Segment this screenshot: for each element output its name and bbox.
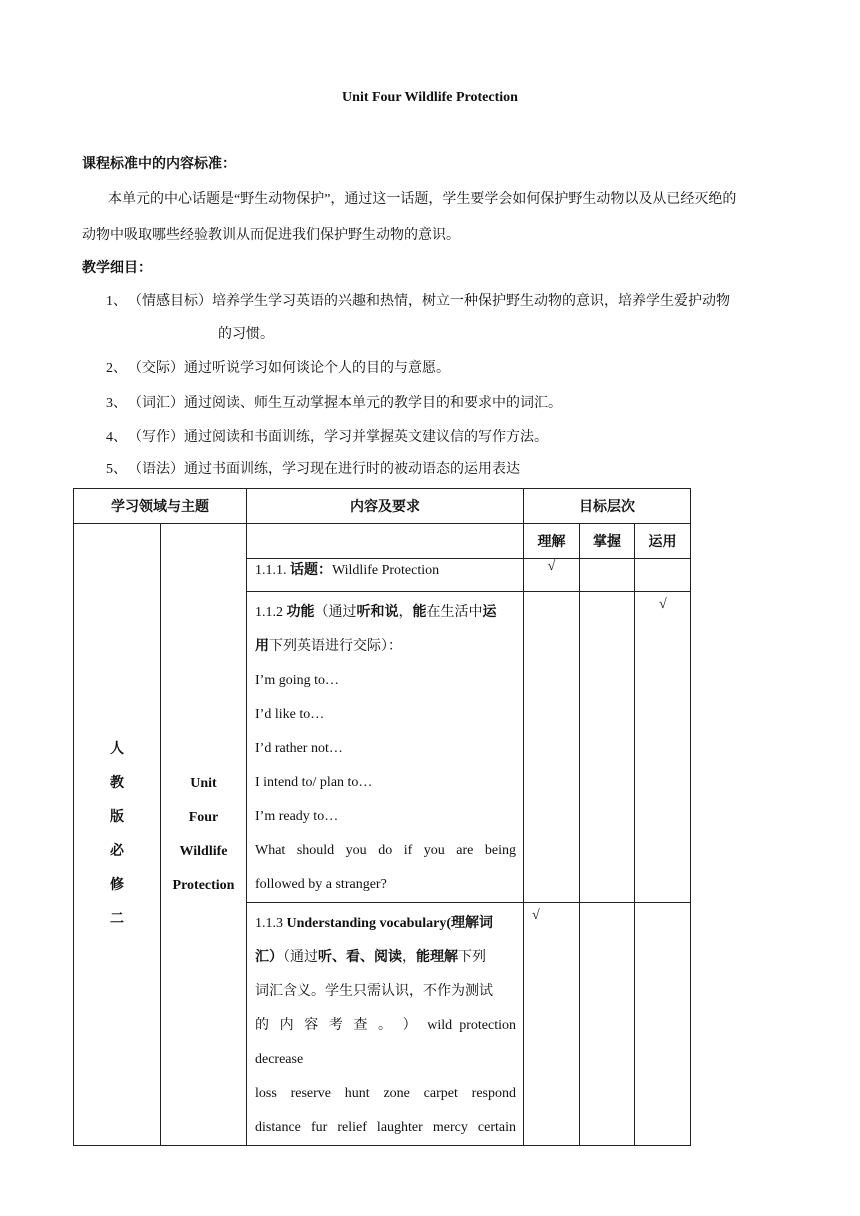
phrase: I’d like to… <box>255 707 325 722</box>
item-text: （词汇）通过阅读、师生互动掌握本单元的教学目的和要求中的词汇。 <box>128 396 562 411</box>
item-number: 3、 <box>106 396 127 411</box>
question-line1: What should you do if you are being <box>255 843 516 858</box>
document-title: Unit Four Wildlife Protection <box>342 90 518 105</box>
phrase: I’m going to… <box>255 673 339 688</box>
domain-cell: 人 教 版 必 修 二 <box>74 524 161 1146</box>
item-number: 2、 <box>106 361 127 376</box>
unit-cell: Unit Four Wildlife Protection <box>161 524 247 1146</box>
list-item <box>106 460 520 480</box>
item-text: （情感目标）培养学生学习英语的兴趣和热情，树立一种保护野生动物的意识，培养学生爱护动物 <box>128 294 730 309</box>
function-cell: 1.1.2 功能（通过听和说，能在生活中运 用下列英语进行交际）： I’m going to… I’d like to… I’d rather not… I intend to/ plan to… I’m ready to… What should you do if you are being followed by a stranger? <box>247 592 524 903</box>
header-domain: 学习领域与主题 <box>74 489 247 524</box>
empty-cell <box>524 592 580 903</box>
item-number: 4、 <box>106 430 127 445</box>
item-number: 1、 <box>106 294 127 309</box>
question-line2: followed by a stranger? <box>255 877 387 892</box>
empty-cell <box>580 592 635 903</box>
vocabulary-cell: 1.1.3 Understanding vocabulary(理解词 汇）（通过听、看、阅读，能理解下列 词汇含义。学生只需认识，不作为测试 的 内 容 考 查 。 ） wild protection decrease loss reserve hunt zone carpet respond distance fur relief laughter mercy certain <box>247 903 524 1146</box>
check-mark: √ <box>524 559 580 592</box>
level-understand: 理解 <box>524 524 580 559</box>
level-master: 掌握 <box>580 524 635 559</box>
item-text: （写作）通过阅读和书面训练，学习并掌握英文建议信的写作方法。 <box>128 430 548 445</box>
check-mark: √ <box>635 592 691 903</box>
level-apply: 运用 <box>635 524 691 559</box>
check-mark: √ <box>524 903 580 1146</box>
standards-paragraph-line1: 本单元的中心话题是“野生动物保护”，通过这一话题，学生要学会如何保护野生动物以及从已经灭绝的 <box>108 192 737 207</box>
header-level: 目标层次 <box>524 489 691 524</box>
standards-heading: 课程标准中的内容标准： <box>82 157 236 172</box>
empty-cell <box>580 559 635 592</box>
empty-cell <box>635 559 691 592</box>
curriculum-table <box>73 488 691 1146</box>
phrase: I’d rather not… <box>255 741 343 756</box>
list-item <box>106 359 450 379</box>
empty-cell <box>635 903 691 1146</box>
item-text: （语法）通过书面训练，学习现在进行时的被动语态的运用表达 <box>128 462 520 477</box>
empty-cell <box>580 903 635 1146</box>
standards-paragraph-line2: 动物中吸取哪些经验教训从而促进我们保护野生动物的意识。 <box>82 228 460 243</box>
item-number: 5、 <box>106 462 127 477</box>
header-content: 内容及要求 <box>247 489 524 524</box>
list-item <box>106 292 730 312</box>
list-item <box>106 428 548 448</box>
topic-cell: 1.1.1. 话题：Wildlife Protection <box>247 559 524 592</box>
list-item-continuation: 的习惯。 <box>218 327 274 342</box>
details-heading: 教学细目： <box>82 261 152 276</box>
list-item <box>106 394 562 414</box>
empty-cell <box>247 524 524 559</box>
phrase: I intend to/ plan to… <box>255 775 373 790</box>
item-text: （交际）通过听说学习如何谈论个人的目的与意愿。 <box>128 361 450 376</box>
phrase: I’m ready to… <box>255 809 339 824</box>
